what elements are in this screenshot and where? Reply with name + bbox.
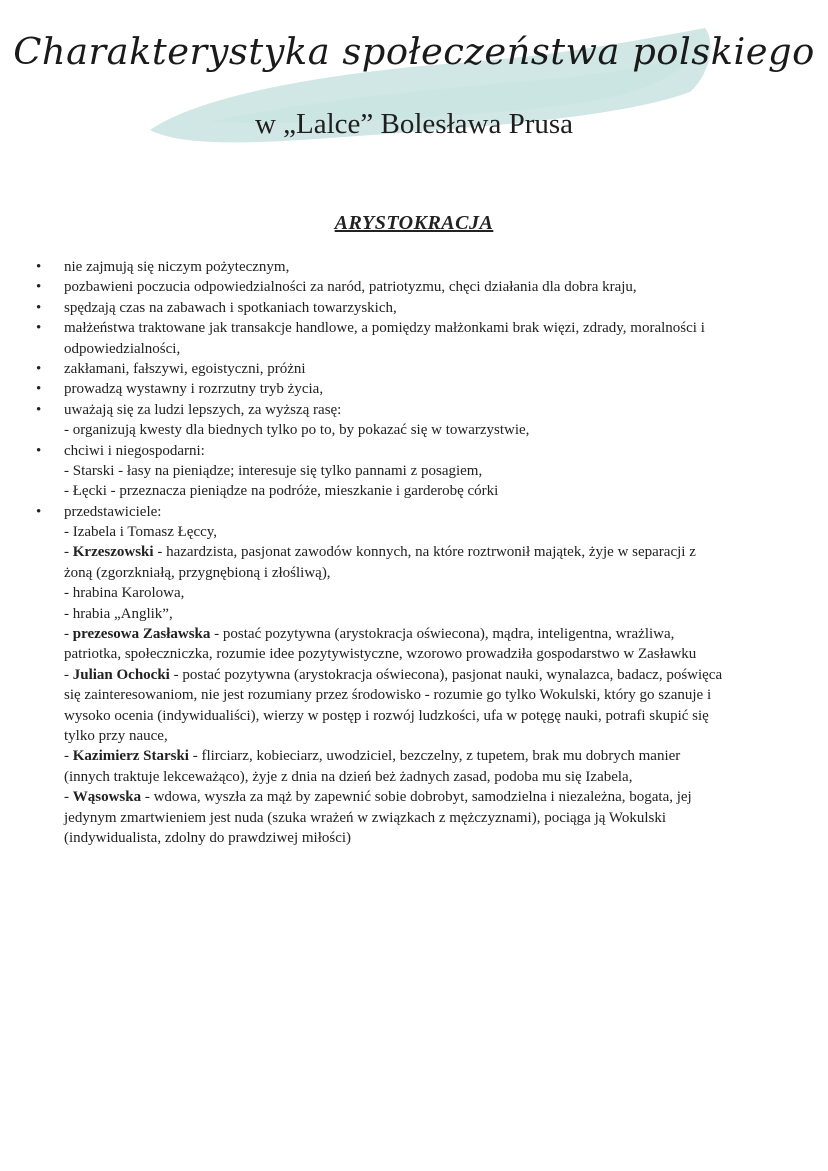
dash-prefix: - [64,544,73,561]
list-item-continuation [36,726,796,746]
list-item-continuation [36,481,796,501]
bullet-icon: • [36,401,42,418]
list-item-text: (innych traktuje lekceważąco), żyje z dnia na dzień beż żadnych zasad, podoba mu się Izabela, [64,768,633,785]
list-item-text: patriotka, społeczniczka, rozumie idee pozytywistyczne, wzorowo prowadziła gospodarstwo w Zasławku [64,646,697,663]
list-item-continuation [36,542,796,562]
list-item-text: chciwi i niegospodarni: [64,442,205,459]
section-heading: ARYSTOKRACJA [334,212,494,234]
character-name: Julian Ochocki [72,666,170,683]
list-item [36,298,796,318]
list-item-text: tylko przy nauce, [64,727,168,744]
bullet-icon: • [36,259,42,275]
bullet-icon: • [36,503,42,520]
list-item-continuation [36,787,796,807]
list-item-text: - Łęcki - przeznacza pieniądze na podróże, mieszkanie i garderobę córki [64,483,499,500]
list-item-text: się zainteresowaniom, nie jest rozumiany przez środowisko - rozumie go tylko Wokulski, który go szanuje i [64,687,712,704]
list-item-continuation [36,665,796,685]
list-item-text: uważają się za ludzi lepszych, za wyższą rasę: [64,401,342,418]
bullet-icon: • [36,360,42,377]
list-item [36,318,796,338]
list-item-continuation [36,644,796,664]
page-header [0,0,828,180]
list-item-text: małżeństwa traktowane jak transakcje handlowe, a pomiędzy małżonkami brak więzi, zdrady, moralności i [64,320,705,337]
list-item [36,400,796,420]
bullet-icon: • [36,320,42,337]
page-subtitle: w „Lalce” Bolesława Prusa [254,108,574,140]
list-item-text: jedynym zmartwieniem jest nuda (szuka wrażeń w związkach z mężczyznami), pociąga ją Wokulski [64,809,667,826]
list-item-continuation [36,563,796,583]
bullet-icon: • [36,299,42,316]
list-item-text: - hrabina Karolowa, [64,585,185,602]
dash-prefix: - [64,789,73,806]
bullet-icon: • [36,442,42,459]
dash-prefix: - [64,748,73,765]
list-item [36,502,796,522]
character-name: Krzeszowski [72,544,154,561]
list-item-continuation [36,583,796,603]
list-item-text: spędzają czas na zabawach i spotkaniach towarzyskich, [64,299,397,316]
list-item-continuation [36,685,796,705]
dash-prefix: - [64,666,73,683]
list-item-text: - postać pozytywna (arystokracja oświecona), mądra, inteligentna, wrażliwa, [210,626,675,643]
list-item-text: - organizują kwesty dla biednych tylko po to, by pokazać się w towarzystwie, [64,422,530,439]
list-item-text: odpowiedzialności, [64,340,181,357]
list-item-text: przedstawiciele: [64,503,162,520]
list-item-continuation [36,604,796,624]
list-item-continuation [36,808,796,828]
list-item-text: - wdowa, wyszła za mąż by zapewnić sobie dobrobyt, samodzielna i niezależna, bogata, jej [141,789,692,806]
list-item [36,379,796,399]
character-name: prezesowa Zasławska [72,626,211,643]
list-item-text: wysoko ocenia (indywidualiści), wierzy w postęp i rozwój ludzkości, ufa w potęgę nauki, potrafi skupić się [64,707,709,724]
list-item [36,441,796,461]
bullet-list [36,257,796,848]
character-name: Wąsowska [72,789,142,806]
character-name: Kazimierz Starski [72,748,189,765]
list-item-continuation [36,624,796,644]
watercolor-brush-stroke [0,0,828,180]
list-item-continuation [36,767,796,787]
dash-prefix: - [64,626,73,643]
list-item-text: - hazardzista, pasjonat zawodów konnych, na które roztrwonił majątek, żyje w separacji z [153,544,696,561]
list-item-continuation [36,828,796,848]
list-item [36,257,796,277]
page-title: Charakterystyka społeczeństwa polskiego [13,30,815,73]
bullet-icon: • [36,279,42,296]
list-item-continuation [36,706,796,726]
list-item-continuation [36,461,796,481]
list-item-continuation [36,339,796,359]
list-item [36,277,796,297]
list-item-text: - hrabia „Anglik”, [64,605,173,622]
list-item-text: - postać pozytywna (arystokracja oświecona), pasjonat nauki, wynalazca, badacz, poświęca [169,666,723,683]
list-item-text: zakłamani, fałszywi, egoistyczni, próżni [64,360,306,377]
list-item-text: - Izabela i Tomasz Łęccy, [64,524,218,541]
list-item [36,359,796,379]
list-item-continuation [36,746,796,766]
list-item-continuation [36,420,796,440]
list-item-text: żoną (zgorzkniałą, przygnębioną i złośliwą), [64,564,331,581]
list-item-text: nie zajmują się niczym pożytecznym, [64,259,290,275]
list-item-text: pozbawieni poczucia odpowiedzialności za naród, patriotyzmu, chęci działania dla dobra kraju, [64,279,637,296]
list-item-text: - flirciarz, kobieciarz, uwodziciel, bezczelny, z tupetem, brak mu dobrych manier [188,748,681,765]
list-item-text: prowadzą wystawny i rozrzutny tryb życia, [64,381,324,398]
list-item-text: (indywidualista, zdolny do prawdziwej miłości) [64,829,352,846]
list-item-continuation [36,522,796,542]
bullet-icon: • [36,381,42,398]
list-item-text: - Starski - łasy na pieniądze; interesuje się tylko pannami z posagiem, [64,462,483,479]
